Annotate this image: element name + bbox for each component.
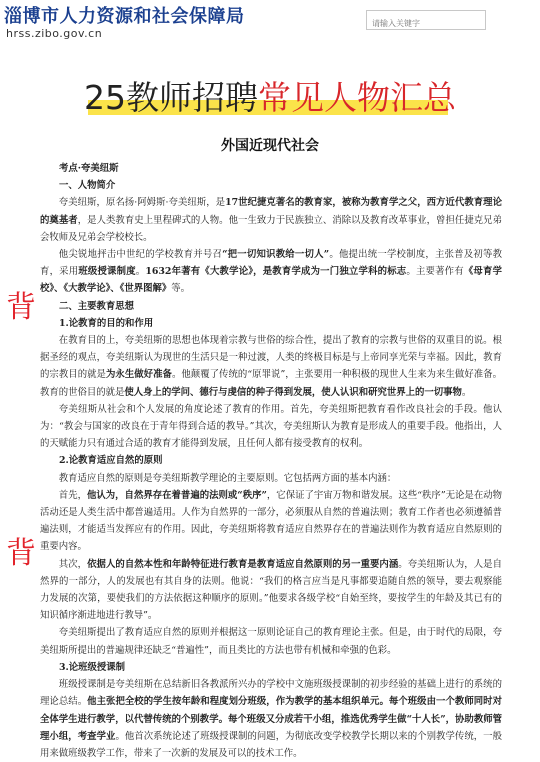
text-span: ，是人类教育史上里程碑式的人物。他一生致力于民族独立、消除以及教育改革事业，曾担任捷克兄弟会牧师及兄弟会学校校长。 xyxy=(40,214,502,243)
s2-paragraph-2 xyxy=(40,487,502,556)
text-span: 。他提出统一学校制度，主张普及初等教育，采用 xyxy=(40,249,502,278)
text-span: 。他颠覆了传统的“原罪说”，主张要用一种积极的现世人生来为来生做好准备。教育的世俗目的就是 xyxy=(40,369,502,398)
subsection-heading-1: 1.论教育的目的和作用 xyxy=(59,317,154,329)
banner-title-part2: 常见人物汇总 xyxy=(258,78,456,117)
site-title[interactable]: 淄博市人力资源和社会保障局 xyxy=(4,6,245,27)
bold-text: 依据人的自然本性和年龄特征进行教育是教育适应自然原则的另一重要内涵 xyxy=(87,558,399,570)
search-box[interactable] xyxy=(366,10,486,30)
thought-heading: 二、主要教育思想 xyxy=(59,300,135,312)
text-span: 首先， xyxy=(58,489,87,501)
bold-text: 《母育学校》、《大教学论》、《世界图解》 xyxy=(40,266,502,295)
text-span: 。夸美纽斯认为，人是自然界的一部分，人的发展也有其自身的法则。他说：“我们的格言应当是凡事都要追随自然的领导，要去观察能力发展的次第，要使我们的方法依据这种顺序的原则。”他要求各级学校“自始至终，要按学生的年龄及其已有的知识循序渐进地进行教导”。 xyxy=(40,558,502,622)
bold-text: 他主张把全校的学生按年龄和程度划分班级，作为教学的基本组织单元。每个班级由一个教师同时对全体学生进行教学，以代替传统的个别教学。每个班级又分成若干小组，推选优秀学生做“十人长”，协助教师管理小组，考查学业 xyxy=(40,696,502,742)
text-span: 在教育目的上，夸美纽斯的思想也体现着宗教与世俗的综合性，提出了教育的宗教与世俗的双重目的说。根据圣经的观点，夸美纽斯认为现世的生活只是一种过渡，人类的终极目标是与上帝同享光荣与幸福。因此，教育的宗教目的就是 xyxy=(40,335,502,381)
banner-title-part1: 25教师招聘 xyxy=(84,78,258,117)
text-span: 。 xyxy=(135,266,146,278)
s2-paragraph-4: 夸美纽斯提出了教育适应自然的原则并根据这一原则论证自己的教育理论主张。但是，由于时代的局限，夸美纽斯所提出的普遍规律还缺乏“普遍性”，而且类比的方法也带有机械和牵强的色彩。 xyxy=(40,627,502,656)
recite-stamp: 背 xyxy=(6,290,36,325)
bold-text: 使人身上的学问、德行与虔信的种子得到发展，使人认识和研究世界上的一切事物 xyxy=(124,386,462,398)
text-span: 其次， xyxy=(58,558,88,570)
text-span: 。主要著作有 xyxy=(406,266,464,278)
subsection-heading-2: 2.论教育适应自然的原则 xyxy=(59,455,163,467)
bold-text: 为永生做好准备 xyxy=(105,369,172,381)
bold-text: 他认为，自然界存在着普遍的法则或“秩序” xyxy=(86,489,267,501)
text-span: 夸美纽斯，原名扬·阿姆斯·夸美纽斯，是 xyxy=(58,197,226,209)
text-span: 。 xyxy=(461,386,472,398)
intro-heading: 一、人物简介 xyxy=(59,180,116,192)
s1-paragraph-1 xyxy=(40,332,502,401)
bold-text: 17世纪捷克著名的教育家，被称为教育学之父，西方近代教育理论的奠基者 xyxy=(40,197,502,226)
intro-paragraph-1 xyxy=(40,194,502,246)
s2-paragraph-3 xyxy=(40,556,502,625)
text-span: ，它保证了宇宙万物和谐发展。这些“秩序”无论是在动物活动还是人类生活中都普遍适用。人作为自然界的一部分，必须服从自然的普遍法则；教育工作者也必须遵循普遍法则，才能适当发挥应有的作用。因此，夸美纽斯将教育适应自然界存在的普遍法则作为教育适应自然原则的重要内容。 xyxy=(40,489,502,553)
text-span: 他尖锐地抨击中世纪的学校教育并号召 xyxy=(58,249,223,261)
search-input[interactable] xyxy=(367,15,485,33)
s2-paragraph-1: 教育适应自然的原则是夸美纽斯教学理论的主要原则。它包括两方面的基本内涵： xyxy=(58,472,397,484)
banner-title xyxy=(60,72,480,119)
bold-text: “把一切知识教给一切人” xyxy=(222,249,330,261)
s1-paragraph-2: 夸美纽斯从社会和个人发展的角度论述了教育的作用。首先，夸美纽斯把教育看作改良社会的手段。他认为：“教会与国家的改良在于青年得到合适的教导。”其次，夸美纽斯认为教育是形成人的重要手段。他指出，人的天赋能力只有通过合适的教育才能得到发展，且任何人都有接受教育的权利。 xyxy=(40,403,502,450)
site-url[interactable]: hrss.zibo.gov.cn xyxy=(6,27,103,40)
section-title: 外国近现代社会 xyxy=(221,138,319,154)
site-header xyxy=(0,0,540,50)
recite-stamp: 背 xyxy=(6,536,36,571)
text-span: 班级授课制是夸美纽斯在总结新旧各教派所兴办的学校中文施班级授课制的初步经验的基础上进行的系统的理论总结。 xyxy=(40,679,502,708)
text-span: 。他首次系统论述了班级授课制的问题，为彻底改变学校教学长期以来的个别教学传统，一般用来做班级教学工作，带来了一次新的发展及可以的技术工作。 xyxy=(40,730,502,759)
bold-text: 1632年著有《大教学论》，是教育学成为一门独立学科的标志 xyxy=(145,266,407,278)
title-banner xyxy=(60,66,480,126)
text-span: 等。 xyxy=(171,283,190,295)
bold-text: 班级授课制度 xyxy=(78,266,136,278)
subsection-heading-3: 3.论班级授课制 xyxy=(59,661,126,673)
document-body xyxy=(40,160,502,762)
kaodian-heading: 考点·夸美纽斯 xyxy=(59,163,119,174)
s3-paragraph-1 xyxy=(40,676,502,762)
intro-paragraph-2 xyxy=(40,246,502,298)
